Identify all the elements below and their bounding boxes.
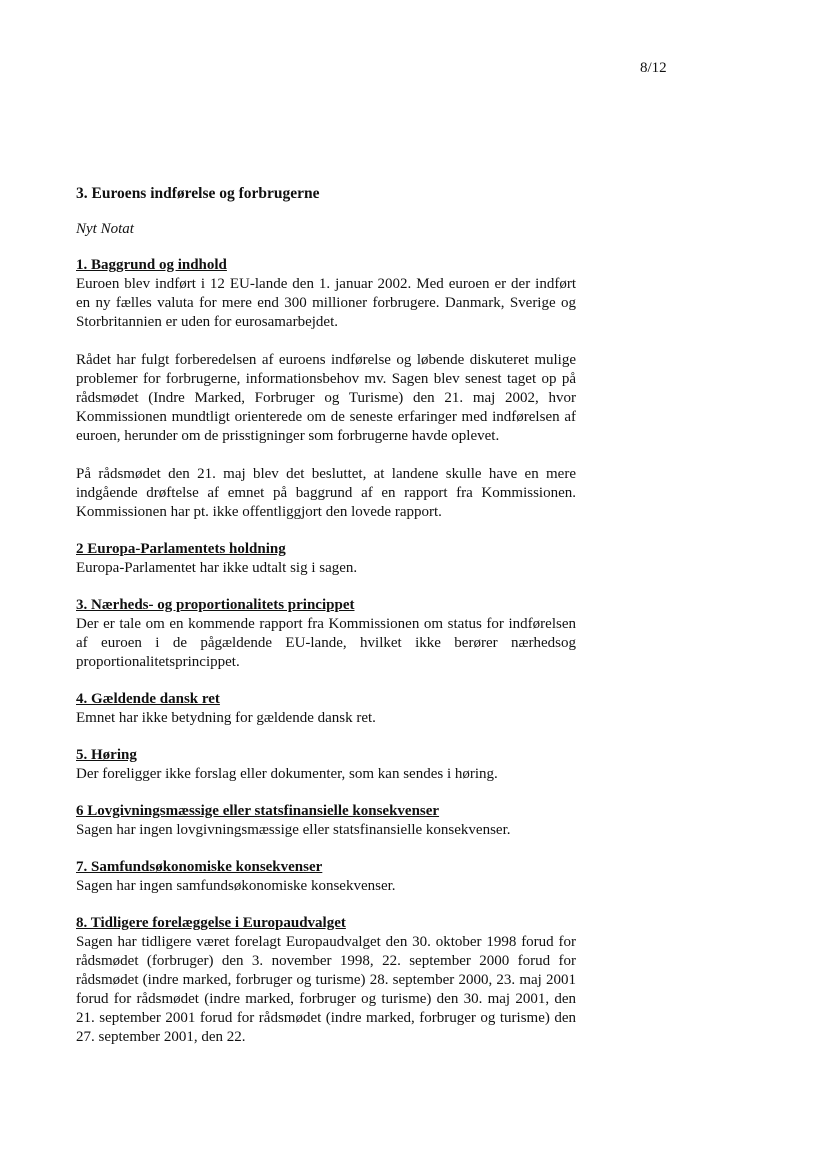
section-paragraph: På rådsmødet den 21. maj blev det besluttet, at landene skulle have en mere indgående drøftelse af emnet på baggrund af en rapport fra Kommissionen. Kommissionen har pt. ikke offentliggjort den lovede rapport. [76,466,576,520]
section-paragraph: Emnet har ikke betydning for gældende dansk ret. [76,710,376,726]
section-parlament [76,540,576,578]
section-naerhed [76,596,576,672]
section-paragraph: Sagen har tidligere været forelagt Europaudvalget den 30. oktober 1998 forud for rådsmødet (forbruger) den 3. november 1998, 22. september 2000 forud for rådsmødet (indre marked, forbruger og turisme) 28. september 2000, 23. maj 2001 forud for rådsmødet (indre marked, forbruger og turisme) den 30. maj 2001, den 21. september 2001 forud for rådsmødet (indre marked, forbruger og turisme) den 27. september 2001, den 22. [76,934,576,1045]
section-paragraph: Euroen blev indført i 12 EU-lande den 1. januar 2002. Med euroen er der indført en ny fælles valuta for mere end 300 millioner forbrugere. Danmark, Sverige og Storbritannien er uden for eurosamarbejdet. [76,276,576,330]
section-heading: 8. Tidligere forelæggelse i Europaudvalget [76,915,346,931]
section-paragraph: Sagen har ingen lovgivningsmæssige eller statsfinansielle konsekvenser. [76,822,511,838]
section-heading: 1. Baggrund og indhold [76,257,227,273]
document-subtitle: Nyt Notat [76,221,134,237]
section-hoering [76,746,576,784]
section-heading: 6 Lovgivningsmæssige eller statsfinansielle konsekvenser [76,803,440,819]
section-paragraph: Der foreligger ikke forslag eller dokumenter, som kan sendes i høring. [76,766,498,782]
section-heading: 3. Nærheds- og proportionalitets princippet [76,597,355,613]
section-heading: 2 Europa-Parlamentets holdning [76,541,286,557]
section-paragraph: Europa-Parlamentet har ikke udtalt sig i sagen. [76,560,358,576]
section-heading: 4. Gældende dansk ret [76,691,220,707]
section-paragraph: Rådet har fulgt forberedelsen af euroens indførelse og løbende diskuteret mulige problemer for forbrugerne, informationsbehov mv. Sagen blev senest taget op på rådsmødet (Indre Marked, Forbruger og Turisme) den 21. maj 2002, hvor Kommissionen mundtligt orienterede om de seneste erfaringer med indførelsen af euroen, herunder om de prisstigninger som forbrugerne havde oplevet. [76,352,576,444]
section-lovgivning [76,802,576,840]
section-baggrund [76,256,576,522]
section-tidligere [76,914,576,1047]
section-heading: 7. Samfundsøkonomiske konsekvenser [76,859,323,875]
section-paragraph: Der er tale om en kommende rapport fra Kommissionen om status for indførelsen af euroen i de pågældende EU-lande, hvilket ikke berører nærhedsog proportionalitetsprincippet. [76,616,576,670]
document-title: 3. Euroens indførelse og forbrugerne [76,185,320,202]
section-heading: 5. Høring [76,747,137,763]
page-number: 8/12 [640,60,667,76]
section-samfund [76,858,576,896]
document-body [76,184,576,1065]
section-dansk-ret [76,690,576,728]
section-paragraph: Sagen har ingen samfundsøkonomiske konsekvenser. [76,878,396,894]
